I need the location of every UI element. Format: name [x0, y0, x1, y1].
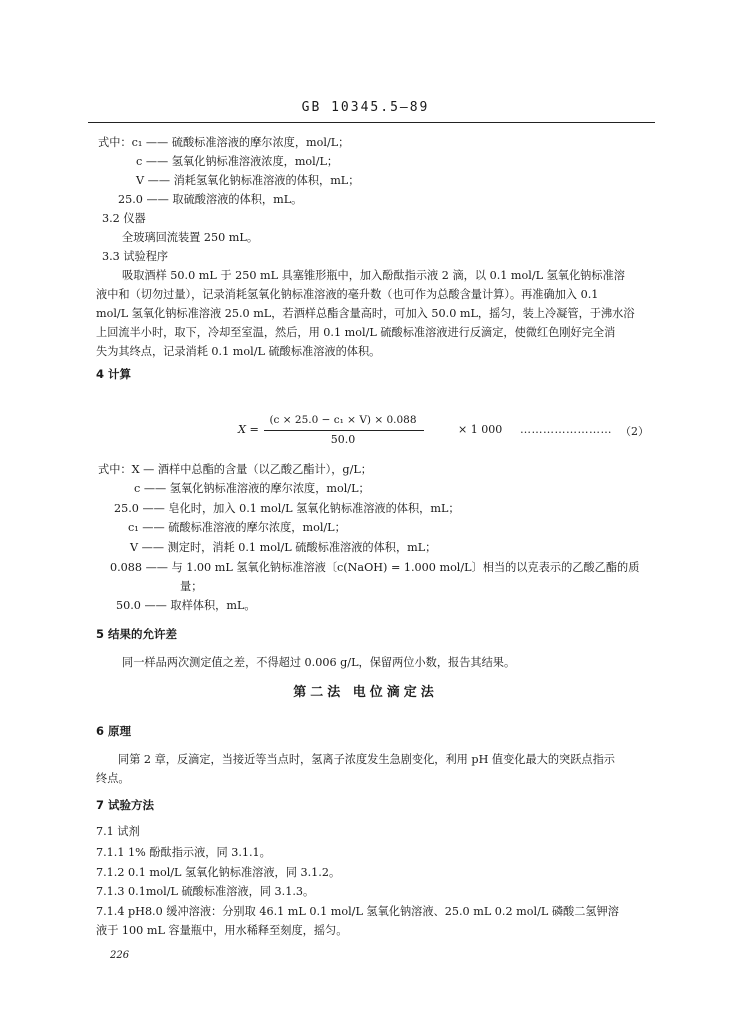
- definition-c: c —— 氢氧化钠标准溶液的摩尔浓度，mol/L；: [134, 482, 370, 495]
- definition-v: V —— 测定时，消耗 0.1 mol/L 硫酸标准溶液的体积，mL；: [130, 541, 437, 554]
- definition-x: 式中：X — 酒样中总酯的含量（以乙酸乙酯计），g/L；: [98, 463, 372, 476]
- section-3-3-line: 吸取酒样 50.0 mL 于 250 mL 具塞锥形瓶中，加入酚酞指示液 2 滴，以 0.1 mol/L 氢氧化钠标准溶: [122, 269, 625, 282]
- definition-c1: 式中：c₁ —— 硫酸标准溶液的摩尔浓度，mol/L；: [98, 136, 350, 149]
- section-5-text: 同一样品两次测定值之差，不得超过 0.006 g/L，保留两位小数，报告其结果。: [122, 656, 516, 669]
- formula-multiplier: × 1 000: [458, 423, 503, 436]
- method-2-title: 第二法 电位滴定法: [293, 685, 438, 700]
- formula-leader: ……………………: [520, 423, 612, 436]
- definition-0088: 0.088 —— 与 1.00 mL 氢氧化钠标准溶液〔c(NaOH) = 1.000 mol/L〕相当的以克表示的乙酸乙酯的质: [110, 561, 640, 574]
- standard-number-header: GB 10345.5—89: [301, 100, 430, 115]
- definition-0088-cont: 量；: [180, 580, 203, 593]
- reagent-item-cont: 液于 100 mL 容量瓶中，用水稀释至刻度，摇匀。: [96, 924, 348, 937]
- definition-25: 25.0 —— 皂化时，加入 0.1 mol/L 氢氧化钠标准溶液的体积，mL；: [114, 502, 460, 515]
- section-7-1-heading: 7.1 试剂: [96, 825, 140, 838]
- formula-denominator: 50.0: [330, 433, 356, 446]
- page-number: 226: [110, 950, 130, 961]
- section-6-line: 同第 2 章，反滴定，当接近等当点时，氢离子浓度发生急剧变化，利用 pH 值变化最大的突跃点指示: [118, 753, 615, 766]
- header-rule: [88, 122, 655, 123]
- section-6-line: 终点。: [96, 772, 130, 785]
- section-3-2-text: 全玻璃回流装置 250 mL。: [122, 231, 259, 244]
- formula-lhs: X =: [238, 423, 259, 436]
- section-3-3-line: 上回流半小时，取下，冷却至室温，然后，用 0.1 mol/L 硫酸标准溶液进行反滴定，使微红色刚好完全消: [96, 326, 616, 339]
- section-4-heading: 4 计算: [96, 367, 132, 381]
- definition-50: 50.0 —— 取样体积，mL。: [116, 599, 256, 612]
- reagent-item: 7.1.2 0.1 mol/L 氢氧化钠标准溶液，同 3.1.2。: [96, 866, 341, 879]
- definition-v: V —— 消耗氢氧化钠标准溶液的体积，mL；: [136, 174, 360, 187]
- definition-c1: c₁ —— 硫酸标准溶液的摩尔浓度，mol/L；: [128, 521, 346, 534]
- section-6-heading: 6 原理: [96, 724, 132, 738]
- fraction-bar: [264, 430, 424, 431]
- reagent-item: 7.1.1 1% 酚酞指示液，同 3.1.1。: [96, 846, 271, 859]
- section-3-3-heading: 3.3 试验程序: [102, 250, 169, 263]
- formula-number: （2）: [620, 425, 649, 438]
- formula-numerator: (c × 25.0 − c₁ × V) × 0.088: [269, 414, 417, 426]
- definition-c: c —— 氢氧化钠标准溶液浓度，mol/L；: [136, 155, 339, 168]
- section-3-3-line: 失为其终点，记录消耗 0.1 mol/L 硫酸标准溶液的体积。: [96, 345, 381, 358]
- section-7-heading: 7 试验方法: [96, 798, 155, 812]
- section-3-3-line: 液中和（切勿过量），记录消耗氢氧化钠标准溶液的毫升数（也可作为总酸含量计算）。再准确加入 0.1: [96, 288, 599, 301]
- reagent-item: 7.1.4 pH8.0 缓冲溶液：分别取 46.1 mL 0.1 mol/L 氢氧化钠溶液、25.0 mL 0.2 mol/L 磷酸二氢钾溶: [96, 905, 619, 918]
- section-3-2-heading: 3.2 仪器: [102, 212, 146, 225]
- definition-25: 25.0 —— 取硫酸溶液的体积，mL。: [118, 193, 303, 206]
- section-3-3-line: mol/L 氢氧化钠标准溶液 25.0 mL，若酒样总酯含量高时，可加入 50.0 mL，摇匀，装上冷凝管，于沸水浴: [96, 307, 635, 320]
- reagent-item: 7.1.3 0.1mol/L 硫酸标准溶液，同 3.1.3。: [96, 885, 315, 898]
- section-5-heading: 5 结果的允许差: [96, 627, 178, 641]
